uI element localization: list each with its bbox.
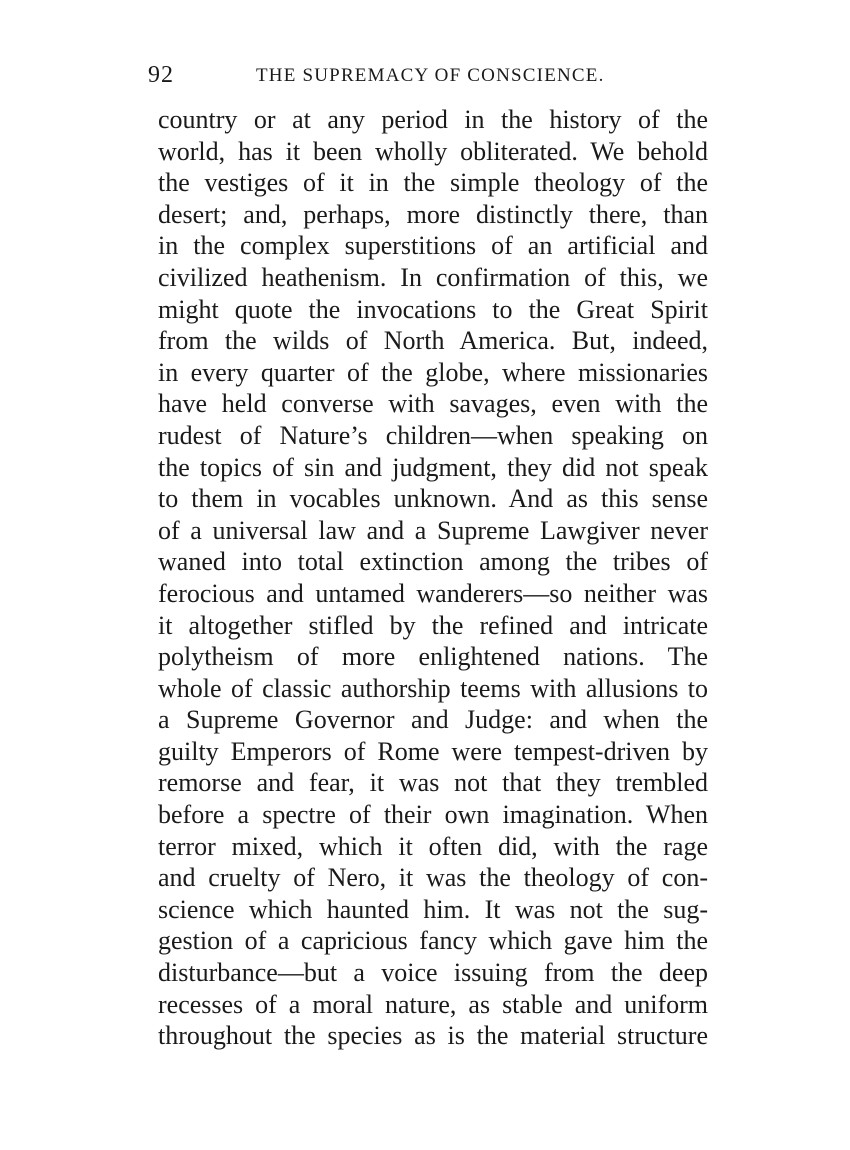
text-line: science which haunted him. It was not the sug-: [158, 894, 708, 924]
text-line: world, has it been wholly obliterated. We behold: [158, 136, 708, 166]
text-line: in every quarter of the globe, where missionaries: [158, 357, 708, 387]
text-line: from the wilds of North America. But, indeed,: [158, 326, 708, 356]
text-line: a Supreme Governor and Judge: and when the: [158, 705, 708, 735]
body-text: [158, 104, 708, 1052]
text-line: might quote the invocations to the Great Spirit: [158, 294, 708, 324]
running-head: [148, 62, 708, 92]
text-line: of a universal law and a Supreme Lawgiver never: [158, 515, 708, 545]
text-line: before a spectre of their own imagination. When: [158, 800, 708, 830]
text-line: whole of classic authorship teems with allusions to: [158, 673, 708, 703]
text-line: it altogether stifled by the refined and intricate: [158, 610, 708, 640]
text-line: ferocious and untamed wanderers—so neither was: [158, 578, 708, 608]
text-line: the vestiges of it in the simple theology of the: [158, 168, 708, 198]
text-line: desert; and, perhaps, more distinctly there, than: [158, 199, 708, 229]
page-number: 92: [148, 62, 174, 88]
text-line: guilty Emperors of Rome were tempest-driven by: [158, 736, 708, 766]
text-line: in the complex superstitions of an artificial and: [158, 231, 708, 261]
text-line: and cruelty of Nero, it was the theology of con-: [158, 863, 708, 893]
text-line: gestion of a capricious fancy which gave him the: [158, 926, 708, 956]
text-line: remorse and fear, it was not that they trembled: [158, 768, 708, 798]
text-line: polytheism of more enlightened nations. The: [158, 642, 708, 672]
text-line: civilized heathenism. In confirmation of this, we: [158, 262, 708, 292]
text-line: recesses of a moral nature, as stable and uniform: [158, 989, 708, 1019]
text-line: the topics of sin and judgment, they did not speak: [158, 452, 708, 482]
text-line: to them in vocables unknown. And as this sense: [158, 484, 708, 514]
text-line: rudest of Nature’s children—when speaking on: [158, 420, 708, 450]
text-line: country or at any period in the history of the: [158, 105, 708, 134]
text-line: terror mixed, which it often did, with the rage: [158, 831, 708, 861]
running-title: THE SUPREMACY OF CONSCIENCE.: [256, 65, 605, 86]
text-line: waned into total extinction among the tribes of: [158, 547, 708, 577]
text-line: have held converse with savages, even with the: [158, 389, 708, 419]
text-line: disturbance—but a voice issuing from the deep: [158, 958, 708, 988]
text-line: throughout the species as is the material structure: [158, 1021, 708, 1051]
